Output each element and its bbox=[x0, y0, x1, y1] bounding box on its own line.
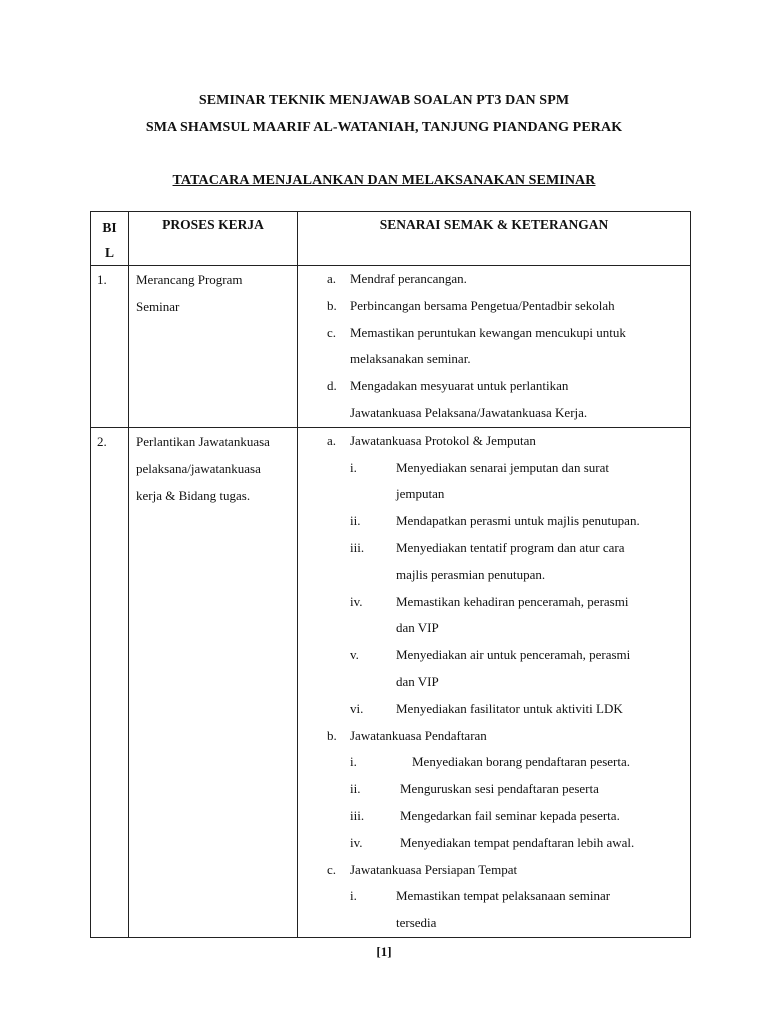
sub-list-item bbox=[298, 562, 690, 589]
sub-list-label: v. bbox=[350, 647, 359, 663]
sub-list-label: i. bbox=[350, 459, 357, 475]
sub-list-item bbox=[298, 615, 690, 642]
header-bil-line2: L bbox=[104, 245, 114, 260]
procedure-table bbox=[90, 211, 691, 938]
sub-list-item bbox=[298, 910, 690, 937]
sub-list-item bbox=[298, 589, 690, 616]
sub-list-text: Memastikan kehadiran penceramah, perasmi bbox=[396, 593, 629, 609]
sub-list-item bbox=[298, 776, 690, 803]
sub-list-label: i. bbox=[350, 754, 357, 770]
sub-list-text: Mendapatkan perasmi untuk majlis penutupan. bbox=[396, 513, 640, 529]
school-name: SMA SHAMSUL MAARIF AL-WATANIAH, TANJUNG PIANDANG PERAK bbox=[145, 120, 623, 135]
sub-list-item bbox=[298, 883, 690, 910]
list-item bbox=[298, 320, 690, 347]
sub-list-text: Mengedarkan fail seminar kepada peserta. bbox=[400, 807, 620, 823]
header-proses-kerja: PROSES KERJA bbox=[129, 212, 298, 266]
sub-list-item bbox=[298, 669, 690, 696]
sub-list-text: dan VIP bbox=[396, 620, 439, 636]
process-cell bbox=[129, 427, 298, 937]
sub-list-label: iv. bbox=[350, 834, 363, 850]
document-title: SEMINAR TEKNIK MENJAWAB SOALAN PT3 DAN SPM bbox=[198, 93, 570, 108]
list-item bbox=[298, 857, 690, 884]
sub-list-text: tersedia bbox=[396, 915, 437, 931]
process-text: Seminar bbox=[136, 299, 180, 314]
row-number: 1. bbox=[91, 266, 129, 428]
table-header-row bbox=[91, 212, 691, 266]
header-senarai-semak: SENARAI SEMAK & KETERANGAN bbox=[298, 212, 691, 266]
list-item bbox=[298, 428, 690, 455]
sub-list-label: ii. bbox=[350, 513, 361, 529]
list-label: c. bbox=[327, 324, 337, 340]
sub-list-item bbox=[298, 508, 690, 535]
header-bil-line1: BI bbox=[102, 220, 117, 235]
list-label: a. bbox=[327, 432, 337, 448]
process-cell bbox=[129, 266, 298, 428]
process-text: Perlantikan Jawatankuasa bbox=[136, 433, 270, 449]
header-bil bbox=[91, 212, 129, 266]
checklist-cell bbox=[298, 266, 691, 428]
process-text: kerja & Bidang tugas. bbox=[136, 487, 251, 503]
sub-list-text: Memastikan tempat pelaksanaan seminar bbox=[396, 888, 611, 904]
sub-list-item bbox=[298, 642, 690, 669]
sub-list-item bbox=[298, 455, 690, 482]
sub-list-text: Menyediakan tempat pendaftaran lebih awal. bbox=[400, 834, 635, 850]
list-text: Jawatankuasa Pendaftaran bbox=[350, 727, 487, 743]
sub-list-text: Menyediakan fasilitator untuk aktiviti LDK bbox=[396, 700, 623, 716]
process-text: Merancang Program bbox=[136, 272, 243, 287]
sub-list-label: iii. bbox=[350, 539, 365, 555]
list-item bbox=[298, 723, 690, 750]
sub-list-label: vi. bbox=[350, 700, 364, 716]
sub-list-text: dan VIP bbox=[396, 673, 439, 689]
sub-list-label: i. bbox=[350, 888, 357, 904]
list-text: Jawatankuasa Protokol & Jemputan bbox=[350, 432, 536, 448]
sub-list-item bbox=[298, 830, 690, 857]
process-text: pelaksana/jawatankuasa bbox=[136, 460, 261, 476]
list-label: c. bbox=[327, 861, 337, 877]
sub-list-label: iii. bbox=[350, 807, 365, 823]
list-item bbox=[298, 373, 690, 400]
list-item bbox=[298, 266, 690, 293]
sub-list-item bbox=[298, 749, 690, 776]
list-item bbox=[298, 400, 690, 427]
sub-list-label: ii. bbox=[350, 781, 361, 797]
sub-list-text: Menyediakan air untuk penceramah, perasmi bbox=[396, 647, 631, 663]
sub-list-text: Menguruskan sesi pendaftaran peserta bbox=[400, 781, 599, 797]
sub-list-item bbox=[298, 696, 690, 723]
list-text: Perbincangan bersama Pengetua/Pentadbir sekolah bbox=[350, 297, 615, 313]
list-item bbox=[298, 293, 690, 320]
list-text: Mendraf perancangan. bbox=[350, 271, 467, 286]
list-text: Jawatankuasa Pelaksana/Jawatankuasa Kerja. bbox=[350, 404, 588, 420]
sub-list-item bbox=[298, 481, 690, 508]
list-label: b. bbox=[327, 727, 337, 743]
page-number: [1] bbox=[376, 944, 392, 959]
sub-list-text: Menyediakan senarai jemputan dan surat bbox=[396, 459, 609, 475]
sub-list-text: majlis perasmian penutupan. bbox=[396, 566, 546, 582]
list-text: melaksanakan seminar. bbox=[350, 351, 471, 367]
list-label: d. bbox=[327, 378, 337, 394]
section-title: TATACARA MENJALANKAN DAN MELAKSANAKAN SEMINAR bbox=[172, 173, 596, 188]
sub-list-label: iv. bbox=[350, 593, 363, 609]
sub-list-item bbox=[298, 535, 690, 562]
sub-list-item bbox=[298, 803, 690, 830]
table-row bbox=[91, 427, 691, 937]
sub-list-text: jemputan bbox=[396, 486, 445, 502]
sub-list-text: Menyediakan borang pendaftaran peserta. bbox=[412, 754, 631, 770]
checklist-cell bbox=[298, 427, 691, 937]
list-label: a. bbox=[327, 271, 337, 286]
sub-list-text: Menyediakan tentatif program dan atur cara bbox=[396, 539, 625, 555]
list-text: Mengadakan mesyuarat untuk perlantikan bbox=[350, 378, 569, 394]
table-row bbox=[91, 266, 691, 428]
list-item bbox=[298, 346, 690, 373]
list-text: Memastikan peruntukan kewangan mencukupi untuk bbox=[350, 324, 626, 340]
list-text: Jawatankuasa Persiapan Tempat bbox=[350, 861, 518, 877]
list-label: b. bbox=[327, 297, 337, 313]
row-number: 2. bbox=[91, 427, 129, 937]
